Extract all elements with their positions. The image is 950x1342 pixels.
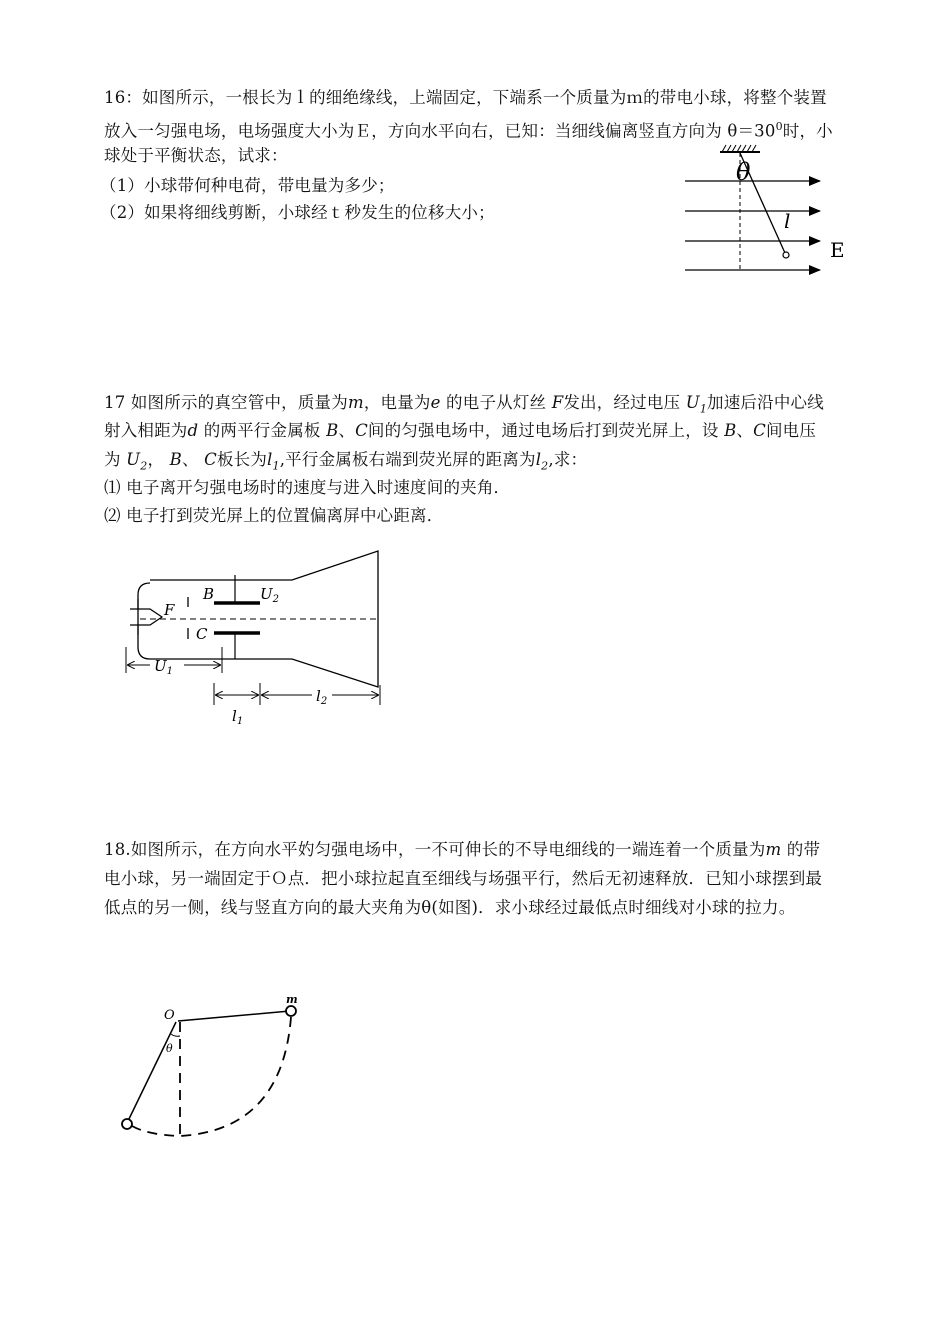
q17-l1-m: m bbox=[347, 393, 364, 412]
q17-l2-d: d bbox=[187, 421, 199, 440]
q16-figure bbox=[680, 140, 860, 285]
q18-figure bbox=[110, 990, 310, 1140]
q17-l1-c: 的电子从灯丝 bbox=[440, 393, 552, 412]
q18-swing-arc bbox=[132, 1017, 291, 1136]
q18-ball-end bbox=[122, 1119, 132, 1129]
q17-l2-a: 射入相距为 bbox=[104, 421, 188, 440]
q17-l3-b: ， bbox=[147, 450, 170, 469]
q17-label-l1-sub: 1 bbox=[236, 716, 244, 727]
q17-label-u2-letter: U bbox=[260, 585, 273, 603]
q18-angle-arc bbox=[171, 1034, 180, 1036]
q17-label-u1-sub: 1 bbox=[166, 666, 174, 677]
q17-label-u2-sub: 2 bbox=[272, 594, 280, 605]
q18-label-theta: θ bbox=[166, 1042, 173, 1055]
q16-ceiling bbox=[720, 145, 760, 152]
q17-l2-c: 、 bbox=[338, 421, 356, 440]
q17-line-2 bbox=[104, 421, 816, 441]
q17-label-l1-letter: l bbox=[232, 707, 237, 725]
q17-l2-B: B bbox=[326, 421, 339, 440]
q16-l-label: l bbox=[784, 209, 791, 233]
q16-ball bbox=[783, 252, 789, 258]
q17-l2-g: 间电压 bbox=[765, 421, 817, 440]
q18-l1-a: 18.如图所示，在方向水平妁匀强电场中，一不可伸长的不导电细线的一端连着一个质量为 bbox=[104, 840, 766, 859]
q17-l3-C: C bbox=[204, 450, 217, 469]
q18-l1-b: 的带 bbox=[781, 840, 821, 859]
q18-horizontal-thread bbox=[178, 1011, 290, 1021]
q17-l3-B: B bbox=[169, 450, 182, 469]
q16-item-1: （1）小球带何种电荷，带电量为多少； bbox=[100, 176, 395, 195]
q17-label-u2 bbox=[260, 585, 279, 605]
q17-label-l2-sub: 2 bbox=[320, 696, 328, 707]
q18-ball-start bbox=[286, 1006, 296, 1016]
q17-line-3 bbox=[104, 450, 587, 476]
q17-item-2: ⑵ 电子打到荧光屏上的位置偏离屏中心距离． bbox=[104, 506, 444, 525]
q17-label-u1-letter: U bbox=[154, 657, 167, 675]
q17-l1-F: F bbox=[551, 393, 564, 412]
q17-l2-b: 的两平行金属板 bbox=[198, 421, 327, 440]
q17-l2-C2: C bbox=[753, 421, 766, 440]
q17-l1-U: U bbox=[685, 393, 700, 412]
q17-l3-d: 板长为 bbox=[216, 450, 268, 469]
q17-l1-d: 发出，经过电压 bbox=[563, 393, 686, 412]
q16-item-2: （2）如果将细线剪断，小球经ｔ秒发生的位移大小； bbox=[100, 203, 495, 222]
q17-l3-a: 为 bbox=[104, 450, 127, 469]
q17-l3-l: l bbox=[267, 450, 273, 469]
q17-dim-l1-l2 bbox=[214, 683, 380, 705]
q18-line-2: 电小球，另一端固定于Ｏ点．把小球拉起直至细线与场强平行，然后无初速释放．已知小球摆到最 bbox=[104, 869, 823, 888]
q17-l2-e: 间的匀强电场中，通过电场后打到荧光屏上，设 bbox=[367, 421, 725, 440]
q17-filament bbox=[130, 599, 162, 635]
q17-item-1: ⑴ 电子离开匀强电场时的速度与进入时速度间的夹角． bbox=[104, 478, 511, 497]
q18-thread-max bbox=[128, 1022, 176, 1121]
q18-l1-m: m bbox=[765, 840, 782, 859]
q16-theta-label: θ bbox=[736, 158, 751, 186]
q18-label-o: O bbox=[164, 1008, 175, 1023]
q18-line-1 bbox=[104, 840, 820, 860]
q16-line-2 bbox=[104, 117, 833, 142]
q17-figure bbox=[120, 545, 390, 730]
q17-l1-b: ，电量为 bbox=[363, 393, 431, 412]
q17-label-l2 bbox=[316, 687, 327, 707]
q17-l2-B2: B bbox=[724, 421, 737, 440]
q17-label-u1 bbox=[154, 657, 173, 677]
q16-degree-sup: 0 bbox=[775, 120, 783, 133]
q17-l3-f: ,求： bbox=[548, 450, 588, 469]
q17-l3-l2sub: 2 bbox=[541, 459, 549, 473]
q17-l2-f: 、 bbox=[736, 421, 754, 440]
q16-line-1: 16：如图所示，一根长为ｌ的细绝缘线，上端固定，下端系一个质量为ｍ的带电小球，将整个装置 bbox=[104, 88, 827, 107]
q17-dim-u1 bbox=[126, 647, 222, 673]
q17-label-l1 bbox=[232, 707, 243, 727]
q16-line-2-end: 时，小 bbox=[782, 121, 833, 141]
q17-l1-e: e bbox=[430, 393, 441, 412]
q17-label-l2-letter: l bbox=[316, 687, 321, 705]
q17-l3-Usub: 2 bbox=[140, 459, 148, 473]
q17-l1-a: 17 如图所示的真空管中，质量为 bbox=[104, 393, 348, 412]
q16-line-3: 球处于平衡状态，试求： bbox=[104, 146, 288, 165]
q17-label-f: F bbox=[164, 601, 175, 619]
q17-l3-lsub: 1 bbox=[272, 459, 280, 473]
q17-l2-C: C bbox=[355, 421, 368, 440]
q16-E-label: E bbox=[830, 238, 845, 262]
q18-label-m: m bbox=[286, 993, 298, 1006]
q17-l3-c: 、 bbox=[181, 450, 205, 469]
q18-line-3: 低点的另一侧，线与竖直方向的最大夹角为θ(如图)．求小球经过最低点时细线对小球的拉力。 bbox=[104, 898, 796, 917]
q17-line-1 bbox=[104, 393, 824, 419]
q16-line-2-text: 放入一匀强电场，电场强度大小为Ｅ，方向水平向右，已知：当细线偏离竖直方向为 θ＝30 bbox=[104, 121, 776, 141]
q17-label-c: C bbox=[196, 625, 208, 643]
q17-l3-U: U bbox=[126, 450, 141, 469]
q17-l1-Usub: 1 bbox=[699, 402, 708, 416]
q17-label-b: B bbox=[203, 585, 215, 603]
q17-l3-l2: l bbox=[535, 450, 542, 469]
q17-l3-e: ,平行金属板右端到荧光屏的距离为 bbox=[279, 450, 536, 469]
q17-l1-f: 加速后沿中心线 bbox=[707, 393, 824, 412]
